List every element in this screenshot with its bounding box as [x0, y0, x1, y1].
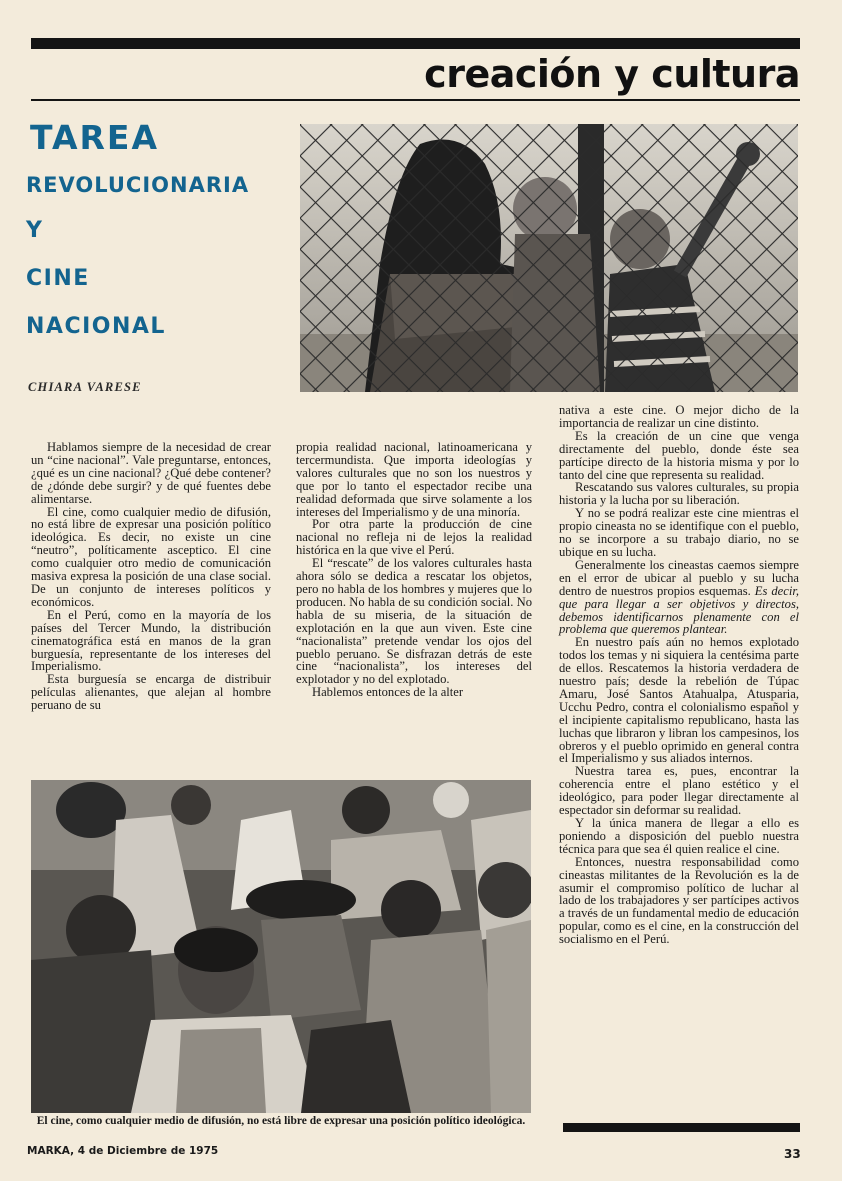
paragraph: Por otra parte la producción de cine nacional no refleja ni de lejos la realidad histórica en la que vive el Perú.: [296, 517, 532, 558]
paragraph: En el Perú, como en la mayoría de los países del Tercer Mundo, la distribución cinematográfica está en manos de la gran burguesía, representante de los intereses del Imperialismo.: [31, 607, 271, 674]
headline-line-4: CINE: [26, 266, 90, 291]
footer-publication-date: MARKA, 4 de Diciembre de 1975: [27, 1145, 219, 1157]
paragraph: Nuestra tarea es, pues, encontrar la coherencia entre el plano estético y el ideológico, para poder llegar directamente al espectador sin deformar su realidad.: [559, 764, 799, 818]
fence-photo-image: [300, 124, 798, 392]
crowd-photo: [31, 780, 531, 1113]
article-column-2: [296, 441, 532, 699]
paragraph: El cine, como cualquier medio de difusión, no está libre de expresar una posición político ideológica. Es decir, no existe un cine “neutro”, políticamente asceptico. El cine como cualquier otro medio de comunicación masiva expresa la posición de una clase social. De un conjunto de intereses políticos y económicos.: [31, 504, 271, 609]
paragraph: Hablemos entonces de la alter: [312, 685, 464, 700]
paragraph: Esta burguesía se encarga de distribuir películas alienantes, que alejan al hombre peruano de su: [31, 672, 271, 713]
photo-caption: El cine, como cualquier medio de difusión, no está libre de expresar una posición político ideológica.: [36, 1115, 526, 1127]
paragraph-text: Generalmente los cineastas caemos siempre en el error de ubicar al pueblo y su lucha dentro de nuestros propios esquemas.: [559, 557, 799, 598]
column-end-rule: [563, 1123, 800, 1132]
paragraph: El “rescate” de los valores culturales hasta ahora sólo se dedica a rescatar los objetos, pero no habla de los hombres y mujeres que lo producen. No habla de su condición social. No habla de su miseria, de la situación de explotación en la que aun viven. Este cine “nacionalista” pretende vendar los ojos del pueblo peruano. Se disfrazan detrás de este cine “nacionalista”, los intereses del explotador y no del explotado.: [296, 556, 532, 687]
paragraph: Hablamos siempre de la necesidad de crear un “cine nacional”. Vale preguntarse, entonces, ¿qué es un cine nacional? ¿Qué debe contener? de ¿dónde debe surgir? y de qué fuentes debe alimentarse.: [31, 440, 271, 506]
byline: CHIARA VARESE: [28, 380, 142, 394]
fence-photo: [300, 124, 798, 392]
page-number: 33: [784, 1147, 801, 1161]
header-rule: [31, 38, 800, 49]
paragraph: Es la creación de un cine que venga directamente del pueblo, donde éste sea partícipe directo de la historia misma y por lo tanto del cine que representa su realidad.: [559, 428, 799, 482]
paragraph: [559, 559, 799, 636]
headline-line-5: NACIONAL: [26, 314, 166, 339]
header-divider: [31, 99, 800, 101]
italic-emphasis: Es decir, que para llegar a ser objetivos y directos, debemos identificarnos plenamente con el problema que queremos plantear.: [559, 583, 799, 637]
paragraph: Rescatando sus valores culturales, su propia historia y la lucha por su liberación.: [559, 480, 799, 508]
paragraph: nativa a este cine. O mejor dicho de la importancia de realizar un cine distinto.: [559, 403, 799, 430]
article-column-3: [559, 404, 799, 946]
headline-line-3: Y: [26, 218, 42, 243]
headline-line-1: TAREA: [30, 118, 159, 157]
paragraph: Y no se podrá realizar este cine mientras el propio cineasta no se identifique con el pueblo, no se incorpore a su trabajo diario, no se ubique en su lucha.: [559, 506, 799, 559]
paragraph: Entonces, nuestra responsabilidad como cineastas militantes de la Revolución es la de asumir el compromiso político de luchar al lado de los trabajadores y ser partícipes activos a través de un fundamental medio de educación popular, como es el cine, en la construcción del socialismo en el Perú.: [559, 854, 799, 947]
section-title: creación y cultura: [424, 52, 800, 96]
paragraph: propia realidad nacional, latinoamericana y tercermundista. Que importa ideologías y valores culturales que no son los nuestros y que por lo tanto el espectador recibe una realidad deformada que sirve solamente a los intereses del Imperialismo y de una minoría.: [296, 440, 532, 519]
paragraph: En nuestro país aún no hemos explotado todos los temas y ni siquiera la centésima parte de ellos. Rescatemos la historia verdadera de nuestro país; desde la rebelión de Túpac Amaru, José Santos Atahualpa, Atusparia, Ucchu Pedro, contra el colonialismo español y el incipiente capitalismo republicano, hasta las luchas que libraron y libran los campesinos, los obreros y el pueblo oprimido en general contra el Imperialismo y sus aliados internos.: [559, 635, 799, 766]
paragraph: Y la única manera de llegar a ello es poniendo a disposición del pueblo nuestra técnica para que sea él quien realice el cine.: [559, 816, 799, 856]
crowd-photo-image: [31, 780, 531, 1113]
article-column-1: [31, 441, 271, 712]
headline-line-2: REVOLUCIONARIA: [26, 173, 250, 197]
